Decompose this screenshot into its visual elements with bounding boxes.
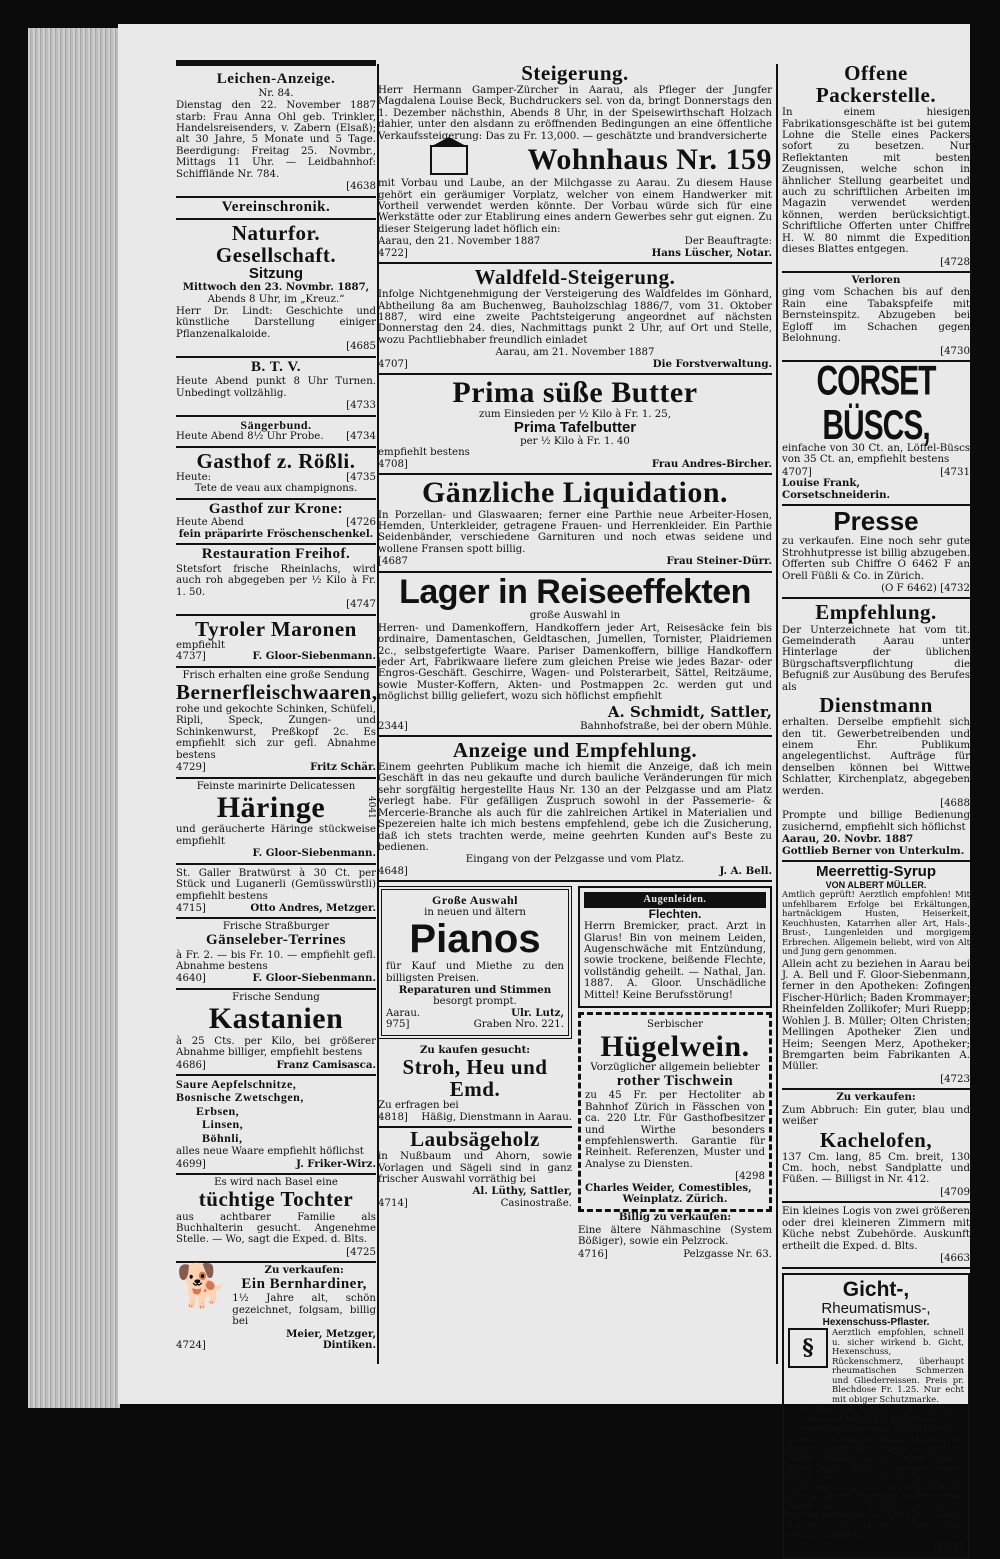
ad-line: Bosnische Zwetschgen, (176, 1090, 304, 1105)
ad-ref: 4686] (176, 1059, 206, 1071)
ad-text: einfache von 30 Ct. an, Löffel-Büscs von 35 Ct. an, empfiehlt bestens (782, 442, 970, 466)
ad-intro: Zu verkaufen: (264, 1264, 344, 1277)
packerstelle-ad (782, 60, 970, 273)
ad-maker: Apotheker H. Scholinus, Flensburg. General-Dépôt für die Schweiz: Apotheker Hartmann in Steckborn. (798, 1405, 954, 1435)
ad-date: Mittwoch den 23. Novmbr. 1887, (182, 281, 370, 294)
ad-subtitle: Sitzung (248, 265, 304, 283)
ad-place: Weinplatz. Zürich. (622, 1193, 728, 1206)
house-icon (430, 145, 468, 175)
naturfor-ad (176, 220, 376, 357)
ad-title: Restauration Freihof. (201, 546, 351, 563)
ad-text: 137 Cm. lang, 85 Cm. breit, 130 Cm. hoch, nebst Sandplatte und Füßen. — Billigst in Nr. 412. (782, 1151, 970, 1186)
section-title: Vereinschronik. (221, 198, 331, 215)
ad-title: CORSET BÜSCS, (816, 357, 936, 449)
ad-ref: [4723 (940, 1073, 970, 1085)
saengerbund-ad (176, 417, 376, 448)
roessli-ad (176, 448, 376, 500)
ad-title: Presse (833, 506, 919, 537)
ad-ref: [4747 (346, 599, 376, 611)
augenleiden-ad (578, 886, 772, 1008)
ad-title: Gasthof z. Rößli. (196, 448, 356, 473)
ad-ref: 4724] (176, 1340, 206, 1352)
ad-intro: Frisch erhalten eine große Sendung (182, 669, 370, 681)
ad-title: Ein Bernhardiner, (241, 1275, 367, 1292)
ad-title: Empfehlung. (815, 600, 937, 625)
tyroler-ad (176, 616, 376, 668)
ad-ref: [1197 (934, 1541, 964, 1553)
ad-title: B. T. V. (250, 358, 301, 375)
ad-signer: Gottlieb Berner von Unterkulm. (782, 844, 965, 857)
ad-signer: Frau Andres-Bircher. (651, 457, 772, 470)
ad-text: Einem geehrten Publikum mache ich hiemit die Anzeige, daß ich mein Geschäft in das neu gekaufte und durch bauliche Veränderungen für mich sehr sorgfältig hergestellte Haus Nr. 130 an der Pelzgasse und am Platz verlegt habe. Für gefälligen Zuspruch sowohl in der Passemerie- & Mercerie-Branche als auch für die zahlreichen Artikel in Materialien und Spezereien halte ich mich bestens empfehlend, gebe ich die Zusicherung, daß ich stets trachten werde, meine geehrten Kunden auf's Beste zu bedienen. (378, 761, 772, 853)
butter-ad (378, 375, 772, 475)
ad-signer: J. Friker-Wirz. (296, 1157, 376, 1170)
ad-ref: [4638 (346, 181, 376, 193)
ad-signer: F. Gloor-Siebenmann. (252, 972, 376, 985)
ad-ref: [4730 (940, 345, 970, 357)
ad-text: für Kauf und Miethe zu den billigsten Preisen. (386, 961, 564, 984)
naehmaschine-ad (578, 1212, 772, 1260)
ad-label: Heute Abend (176, 517, 244, 529)
ad-place: Aarau. (386, 1007, 421, 1019)
ad-title: Anzeige und Empfehlung. (452, 737, 698, 762)
ad-text: Eine ältere Nähmaschine (System Bößiger), sowie ein Pelzrock. (578, 1224, 772, 1248)
ad-ref: [4725 (346, 1246, 376, 1258)
ad-number: Nr. 84. (258, 87, 294, 99)
ad-text: Prompte und billige Bedienung zusichernd, empfiehlt sich höflichst (782, 810, 970, 833)
ad-text: Stetsfort frische Rheinlachs, wird auch roh abgegeben per ½ Kilo à Fr. 1. 50. (176, 563, 376, 598)
bratwurst-ad (176, 865, 376, 920)
ad-ref: 4716] (578, 1248, 608, 1260)
ad-sub: VON ALBERT MÜLLER. (825, 879, 927, 890)
ad-ref: [4663 (940, 1252, 970, 1264)
ad-text: erhalten. Derselbe empfiehlt sich den tit. Gewerbetreibenden und einem Ehr. Publikum angelegentlichst. Aufträge für denselben können bei Wittwe Schlatter, Kirchenplatz, abgegeben werden. (782, 717, 970, 797)
ad-text: Ein kleines Logis von zwei größeren oder drei kleineren Zimmern mit Küche nebst Zubehörde. Auskunft ertheilt die Exped. d. Blts. (782, 1206, 970, 1252)
laubsaegeholz-ad (378, 1128, 572, 1209)
ad-title: Gänzliche Liquidation. (421, 476, 729, 510)
ad-text: Infolge Nichtgenehmigung der Versteigerung des Waldfeldes im Gönhard, Abtheilung 8a am Buchenweg, Bauholzschlag 1886/7, vom 31. Oktober 1887, wird eine zweite Pachtsteigerung angeordnet auf nächsten Donnerstag den 24. dies, Nachmittags punkt 2 Uhr, auf Ort und Stelle, wozu Pachtliebhaber freundlich einladet (378, 289, 772, 346)
ad-signer: Fritz Schär. (310, 761, 376, 774)
tochter-ad (176, 1175, 376, 1263)
ad-text: ging vom Schachen bis auf den Rain eine Tabakspfeife mit Bernsteinspitz. Abzugeben bei Egloff im Schachen gegen Belohnung. (782, 287, 970, 345)
ad-ref: 4707] (782, 466, 812, 478)
ad-title: Dienstmann (819, 693, 933, 718)
ad-line: Erbsen, (196, 1103, 240, 1118)
ad-text: Dienstag den 22. November 1887 starb: Frau Anna Ohl geb. Trinkler, Handelsreisenders, v. Zabern (Elsaß); alt 30 Jahre, 5 Monate und 5 Tage. Beerdigung: Freitag 25. Novmbr., Mittags 11 Uhr. — Leidbahnhof: Schifflände Nr. 784. (176, 100, 376, 180)
ad-intro: Frische Sendung (232, 991, 320, 1003)
pianos-ad (378, 886, 572, 1039)
ad-text: und geräucherte Häringe stückweise empfiehlt (176, 824, 376, 847)
apfel-ad (176, 1076, 376, 1175)
ad-signer: Meier, Metzger, (286, 1327, 376, 1340)
ad-ref: [4688 (940, 798, 970, 810)
ad-line: empfiehlt bestens (378, 447, 470, 459)
book-spine (28, 28, 120, 1408)
freihof-ad (176, 545, 376, 615)
ad-text: Heute Abend punkt 8 Uhr Turnen. Unbedingt vollzählig. (176, 376, 376, 399)
ad-ref: [4735 (346, 471, 376, 483)
ad-line: Große Auswahl (432, 893, 518, 908)
ad-text: aus achtbarer Familie als Buchhalterin gesucht. Angenehme Stelle. — Wo, sagt die Exped. d. Blts. (176, 1211, 376, 1246)
ad-headline: Wohnhaus Nr. 159 (527, 143, 772, 177)
ad-text: à 25 Cts. per Kilo, bei größerer Abnahme billiger, empfiehlt bestens (176, 1035, 376, 1059)
ad-signer: Otto Andres, Metzger. (250, 901, 376, 914)
ad-text: Zum Abbruch: Ein guter, blau und weißer (782, 1104, 970, 1128)
ad-ref: [4731 (940, 466, 970, 478)
ad-sub: Reparaturen und Stimmen (398, 984, 552, 997)
reiseeffekten-ad (378, 573, 772, 737)
ad-intro: Es wird nach Basel eine (214, 1177, 338, 1189)
inner-right (578, 882, 772, 1260)
ad-ref: 4707] (378, 358, 408, 370)
ad-ref: [4733 (346, 400, 376, 412)
ad-text: in Nußbaum und Ahorn, sowie Vorlagen und Sägeli sind in ganz frischer Auswahl vorräthig bei (378, 1151, 572, 1185)
column-rule (776, 64, 778, 1364)
ad-signer: Louise Frank, Corsetschneiderin. (782, 477, 891, 501)
ad-text: Allein acht zu beziehen in Aarau bei J. A. Bell und F. Gloor-Siebenmann, ferner in den Apotheken: Zofingen Fischer-Hürlich; Baden Krommayer; Rheinfelden Zollikofer; Muri Ruepp; Wohlen J. B. Müller; Olten Christen; Mellingen Apotheker Zien und Heim; Seengen Merz, Apotheker; Bremgarten beim Fabrikanten A. Müller. (782, 958, 970, 1073)
ad-title: Kachelofen, (819, 1127, 933, 1152)
ad-date: Aarau, 20. Novbr. 1887 (782, 833, 914, 846)
ad-title: Kastanien (208, 1002, 344, 1036)
ad-time: Abends 8 Uhr, im „Kreuz.“ (207, 293, 345, 305)
ad-ref: 975] (386, 1019, 410, 1031)
ad-text: Vorzüglicher allgemein beliebter (590, 1062, 760, 1074)
ad-ref: 4818] (378, 1111, 408, 1123)
ad-text: Zu erfragen bei (378, 1100, 459, 1112)
ad-title: Pianos (409, 917, 541, 962)
kastanien-ad (176, 990, 376, 1076)
ad-line: Saure Aepfelschnitze, (176, 1077, 297, 1092)
logis-ad (782, 1203, 970, 1269)
stroh-ad (378, 1043, 572, 1128)
ad-text: Herrn Bremicker, pract. Arzt in Glarus! Bin von meinem Leiden, Augenschwäche mit Entzündung, sowie trockene, beißende Flechte, vollständig geheilt. — Nathal, Jan. 1887. A. Gloor. Unschädliche Mittel! Keine Berufsstörung! (584, 921, 766, 1001)
steigerung-ad (378, 60, 772, 264)
verloren-ad (782, 273, 970, 362)
ad-place: Casinostraße. (500, 1197, 572, 1209)
ad-text: Der Unterzeichnete hat vom tit. Gemeinderath Aarau unter Hinterlage der üblichen Bürgschaftsverpflichtung die Befugniß zur Ausübung des Berufes als (782, 624, 970, 693)
ad-signer: F. Gloor-Siebenmann. (252, 650, 376, 663)
ad-ref: 4729] (176, 762, 206, 774)
ad-ref: 4737] (176, 651, 206, 663)
ad-text: fein präparirte Fröschenschenkel. (178, 527, 374, 540)
ad-title: Verloren (851, 274, 901, 286)
rule-bar (176, 60, 376, 66)
ad-signer: Die Forstverwaltung. (652, 357, 772, 370)
ad-title: Steigerung. (521, 61, 629, 85)
ad-text: zu 45 Fr. per Hectoliter ab Bahnhof Zürich in Fässchen von ca. 220 Ltr. Für Gasthofbesitzer und Wirthe besonders empfehlenswerth. Garantie für Reinheit. Referenzen, Muster und Analyse zu Diensten. (585, 1090, 765, 1170)
ad-ref: [4726 (346, 517, 376, 529)
ad-title: Waldfeld-Steigerung. (474, 265, 676, 290)
ad-title: Tyroler Maronen (195, 616, 357, 641)
ad-title: Laubsägeholz (410, 1127, 540, 1152)
ad-text: zu verkaufen. Eine noch sehr gute Strohhutpresse ist billig abzugeben. Offerten sub Chiffre O 6462 F an Orell Füßli & Co. in Zürich. (782, 536, 970, 582)
column-left (176, 60, 376, 1380)
anzeige-empfehlung-ad (378, 737, 772, 882)
ad-intro: Serbischer (646, 1019, 704, 1031)
ad-title: Billig zu verkaufen: (618, 1211, 732, 1224)
ad-title: rother Tischwein (616, 1072, 734, 1089)
ad-title: Augenleiden. (584, 892, 766, 907)
ad-place: Dintiken. (322, 1339, 376, 1352)
ad-place: Bahnhofstraße, bei der obern Mühle. (580, 720, 772, 732)
ad-title: Meerrettig-Syrup (815, 863, 937, 881)
ad-text: mit Vorbau und Laube, an der Milchgasse zu Aarau. Zu diesem Hause gehört ein geräumiger Vorplatz, welcher von einem Handwerker mit Vortheil verwendet werden könnte. Der Vorbau würde sich für eine Werkstätte oder zur Etablirung eines andern Gewerbes sehr gut eignen. Zu dieser Steigerung ladet höflich ein: (378, 178, 772, 235)
ad-title: Gasthof zur Krone: (208, 500, 344, 517)
ad-ref: 4714] (378, 1197, 408, 1209)
ad-title: Lager in Reiseeffekten (399, 572, 751, 611)
ad-ref: 4648] (378, 865, 408, 877)
ad-ref: [4687 (378, 556, 408, 568)
ad-signer: J. A. Bell. (719, 864, 772, 877)
ad-text: rohe und gekochte Schinken, Schüfeli, Ripli, Speck, Zungen- und Schinkenwurst, Preßkopf 2c. Es empfiehlt sich zur gefl. Abnahme bestens (176, 703, 376, 761)
inner-left (378, 882, 572, 1260)
ad-text: à Fr. 2. — bis Fr. 10. — empfiehlt gefl. Abnahme bestens (176, 949, 376, 972)
bernhardiner-ad (176, 1263, 376, 1351)
ad-line: zum Einsieden per ½ Kilo à Fr. 1. 25, (479, 408, 671, 420)
ad-title: Sängerbund. (240, 417, 312, 432)
ad-line: Linsen, (202, 1117, 244, 1132)
ad-text: Herr Dr. Lindt: Geschichte und künstliche Darstellung einiger Pflanzenalkaloide. (176, 305, 376, 340)
gicht-ad (782, 1273, 970, 1559)
column-middle (378, 60, 772, 1380)
trademark-icon: § (788, 1328, 828, 1368)
ad-line: Böhnli, (202, 1130, 243, 1145)
ad-sub: empfiehlt (176, 639, 225, 651)
ad-address: Graben Nro. 221. (473, 1019, 564, 1031)
ad-signer: Al. Lüthy, Sattler, (472, 1185, 572, 1198)
ad-title: Rheumatismus-, (821, 1300, 931, 1318)
gaenseleber-ad (176, 919, 376, 989)
ad-text: Aerztlich empfohlen, schnell u. sicher wirkend b. Gicht, Hexenschuss, Rückenschmerz, überhaupt rheumatischen Schmerzen und Gliederreissen. Preis pr. Blechdose Fr. 1.25. Nur echt mit obiger Schutzmarke. (832, 1328, 964, 1405)
ad-title: Häringe (216, 790, 326, 824)
meerrettig-ad (782, 862, 970, 1090)
ad-text: In Porzellan- und Glaswaaren; ferner eine Parthie neue Arbeiter-Hosen, Hemden, Unterkleider, getragene Frauen- und Herrenkleider. Ein Parthie Seidenbänder, verschiedene Garnituren und noch etwas seidene und wollene Fransen spott billig. (378, 509, 772, 555)
dog-icon: 🐕 (176, 1261, 229, 1311)
ad-text: Herren- und Damenkoffern, Handkoffern jeder Art, Reisesäcke fein bis ordinaire, Damentaschen, Geldtaschen, Jumellen, Tornister, Plaidriemen 2c., selbstgefertigte Waare. Pariser Damenkoffern, billige Handkoffern jeder Art, Fabrikwaare liefere zum gleichen Preise wie jedes Bazar- oder Engros-Geschäft. Geschirre, Wagen- und Polsterarbeit, Sättel, Reitzäume, sowie Muster-Koffern, Akten- und Postmappen 2c. werden gut und möglichst billig geliefert, wozu sich höflichst empfiehlt (378, 622, 772, 703)
ad-text: Dépôts. In Aarau: Apoth. Keusch. — Baden: Apoth. Kronmayer. — Wohlen: Apoth. Müller. — Mellingen: Apoth. Heim, Apoth. Iten. — Seengen: Apoth. Merz. — Sins: Apoth. Runge — Zofingen: Apoth. Fischer-Hürlich; Zürich: Apoth. Baumann in Winterthur, Apoth. Bommer z. Zähringer, Apoth. Härlin, Bahnhofstr. — Apoth. Dr. Seifert, Unterstrasse, Apoth. Weidmüller, Central-apotheke. (788, 1435, 964, 1541)
ad-text: Herr Hermann Gamper-Zürcher in Aarau, als Pfleger der Jungfer Magdalena Louise Beck, Buchdruckers sel. von da, bringt Donnerstags den 1. Dezember nächsthin, Abends 8 Uhr, in der Speisewirthschaft Holzach dahier, unter den alsdann zu eröffnenden Bedingungen an eine öffentliche Verkaufssteigerung: Das zu Fr. 13,000. — geschätzte und brandversicherte (378, 85, 772, 142)
ad-ref: [4709 (940, 1186, 970, 1198)
ad-intro: Zu verkaufen: (836, 1091, 916, 1104)
ad-line: in neuen und ältern (424, 906, 526, 918)
ad-title: Bernerfleischwaaren, (176, 679, 378, 704)
ad-line: Eingang von der Pelzgasse und vom Platz. (465, 854, 685, 866)
btv-ad (176, 358, 376, 417)
ad-text: St. Galler Bratwürst à 30 Ct. per Stück und Luganerli (Gemüsswürstli) empfiehlt bestens (176, 867, 376, 902)
leichen-anzeige (176, 70, 376, 198)
ad-title: Leichen-Anzeige. (216, 71, 336, 87)
ad-ref: 4708] (378, 458, 408, 470)
ad-signer: Charles Weider, Comestibles, (585, 1181, 752, 1194)
ad-line: per ½ Kilo à Fr. 1. 40 (520, 435, 630, 447)
ad-sub: besorgt prompt. (433, 996, 517, 1008)
kachelofen-ad (782, 1090, 970, 1203)
ad-text: Tete de veau aux champignons. (194, 483, 358, 495)
ad-text: Amtlich geprüft! Aerztlich empfohlen! Mit unfehlbarem Erfolge bei Erkältungen, hartnäckigem Husten, Heiserkeit, Keuchhusten, Katarrhen aller Art, Hals-, Brust-, Lungenleiden und morgigem Erbrechen. Allgemein beliebt, wird von Alt und Jung gern genommen. (782, 889, 970, 958)
empfehlung-ad (782, 599, 970, 862)
ad-intro: Feinste marinirte Delicatessen (196, 780, 356, 792)
vereinschronik (176, 198, 376, 221)
ad-ref: [4728 (940, 256, 970, 268)
ad-date: Aarau, am 21. November 1887 (495, 347, 655, 359)
corset-ad (782, 357, 970, 506)
ad-title: Stroh, Heu und Emd. (402, 1055, 548, 1102)
ad-title: Hexenschuss-Pflaster. (822, 1317, 930, 1329)
ad-ref: 4715] (176, 902, 206, 914)
column-right (782, 60, 970, 1553)
ad-title: Gicht-, (842, 1278, 910, 1302)
newspaper-page (118, 24, 970, 1553)
ad-text: In einem hiesigen Fabrikationsgeschäfte ist bei gutem Lohne die Stelle eines Packers sofort zu besetzen. Nur Reflektanten mit besten Zeugnissen, welche schon in ähnlicher Stellung gearbeitet und auch zu schriftlichen Arbeiten im Magazin verwendet werden können, werden berücksichtigt. Schriftliche Offerten unter Chiffre H. W. 80 nimmt die Expedition dieses Blattes entgegen. (782, 107, 970, 256)
ad-ref: 4640] (176, 973, 206, 985)
ad-signer: Hans Lüscher, Notar. (651, 246, 772, 259)
huegelwein-ad (578, 1012, 772, 1212)
ad-title: Prima Tafelbutter (513, 419, 637, 437)
ad-signer: Franz Camisasca. (276, 1058, 376, 1071)
ad-title: Prima süße Butter (452, 376, 698, 410)
ad-intro: Frische Straßburger (222, 921, 330, 933)
krone-ad (176, 500, 376, 546)
haeringe-ad (176, 779, 376, 865)
ad-role: Der Beauftragte: (684, 236, 772, 248)
ad-signer: Frau Steiner-Dürr. (666, 555, 772, 568)
ad-sub: große Auswahl in (529, 610, 621, 622)
ad-ref: 4699] (176, 1158, 206, 1170)
ad-signer: Ulr. Lutz, (511, 1006, 564, 1019)
ad-intro: Zu kaufen gesucht: (419, 1043, 531, 1056)
ad-title: Offene Packerstelle. (815, 61, 937, 108)
berner-ad (176, 668, 376, 779)
ad-ref: [4298 (735, 1171, 765, 1183)
ad-text: 1½ Jahre alt, schön gezeichnet, folgsam, billig bei (232, 1293, 376, 1328)
ad-title: Flechten. (648, 906, 702, 921)
ad-signer: A. Schmidt, Sattler, (607, 702, 772, 721)
ad-ref: [4734 (346, 431, 376, 443)
ad-signer: Häßig, Dienstmann in Aarau. (421, 1111, 572, 1123)
ad-text: alles neue Waare empfiehlt höflichst (176, 1146, 364, 1158)
inner-ad-grid (378, 882, 772, 1260)
ad-title: Naturfor. Gesellschaft. (215, 221, 337, 268)
liquidation-ad (378, 475, 772, 573)
ad-ref: 4722] (378, 247, 408, 259)
ad-title: tüchtige Tochter (198, 1187, 354, 1212)
ad-label: Heute: (176, 471, 212, 483)
ad-place: Pelzgasse Nr. 63. (683, 1248, 772, 1260)
ad-title: Gänseleber-Terrines (205, 931, 347, 948)
ad-signer: F. Gloor-Siebenmann. (252, 847, 376, 860)
ad-text: Heute Abend 8½ Uhr Probe. (176, 431, 324, 443)
ad-ref: 2344] (378, 720, 408, 732)
ad-date: Aarau, den 21. November 1887 (378, 236, 541, 248)
ad-ref: (O F 6462) [4732 (881, 583, 970, 595)
ad-side-number: 4041 (366, 796, 376, 820)
presse-ad (782, 506, 970, 599)
ad-ref: [4685 (346, 341, 376, 353)
waldfeld-ad (378, 264, 772, 375)
ad-title: Hügelwein. (600, 1029, 750, 1063)
